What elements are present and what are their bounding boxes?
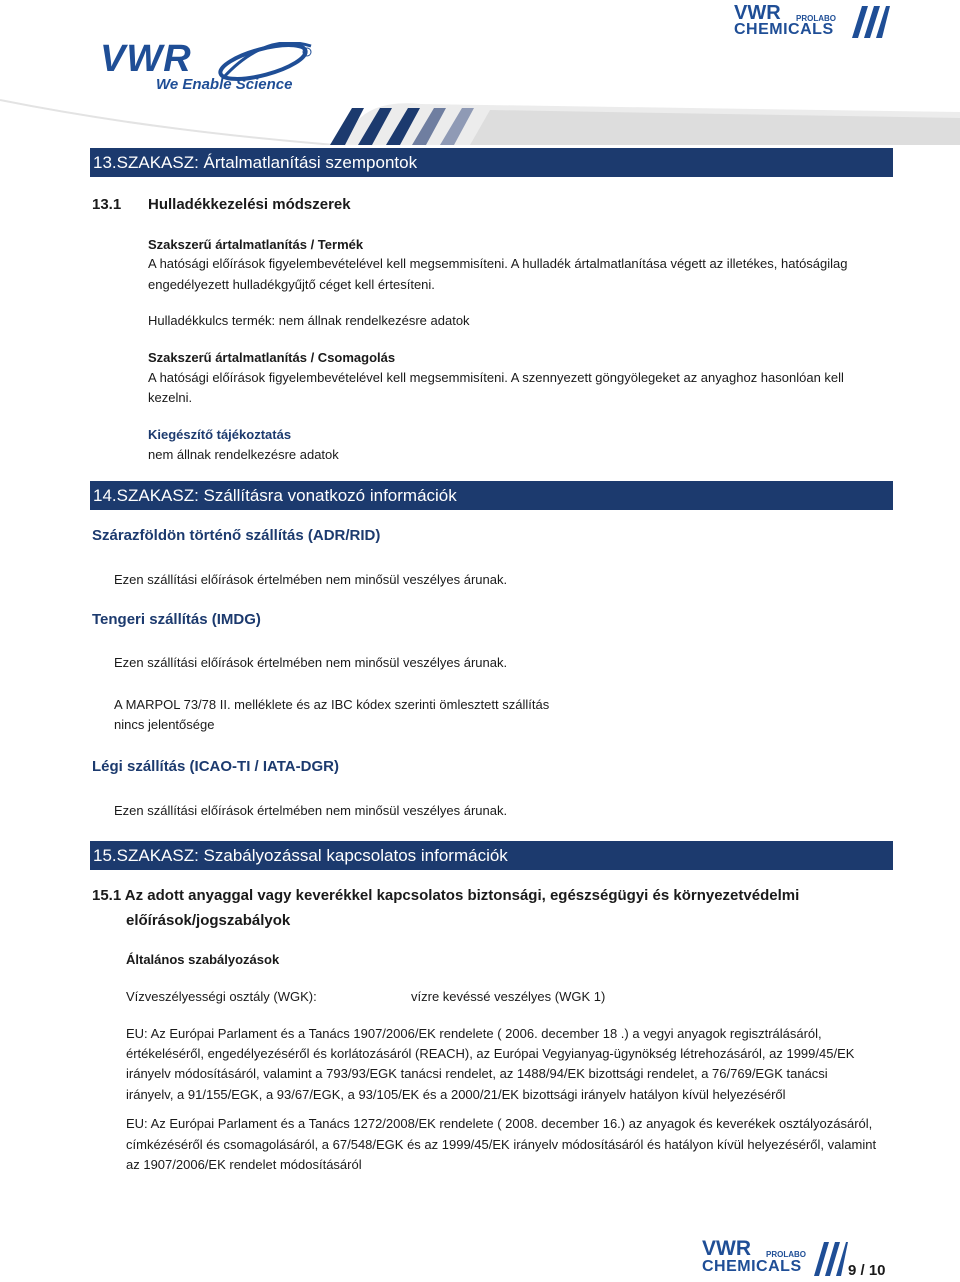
eu-regulation-1-line-3: irányelv módosításáról, valamint a 793/93/EGK tanácsi rendelet, az 1488/94/EK bizottsági rendelet, a 76/769/EGK tanácsi: [126, 1066, 828, 1081]
wgk-label: Vízveszélyességi osztály (WGK):: [126, 989, 317, 1004]
vwr-logo-tagline: We Enable Science: [156, 76, 293, 93]
packaging-disposal-line-2: kezelni.: [148, 390, 193, 405]
prolabo-badge: PROLABO: [796, 14, 836, 23]
eu-regulation-2-line-1: EU: Az Európai Parlament és a Tanács 1272/2008/EK rendelete ( 2008. december 16.) az anyagok és keverékek osztályozásáról,: [126, 1116, 873, 1131]
vwr-chemicals-wordmark: VWR: [734, 2, 781, 24]
waste-code: Hulladékkulcs termék: nem állnak rendelkezésre adatok: [148, 313, 470, 328]
eu-regulation-1-line-1: EU: Az Európai Parlament és a Tanács 1907/2006/EK rendelete ( 2006. december 18 .) a vegyi anyagok regisztrálásáról,: [126, 1026, 822, 1041]
sea-transport-text: Ezen szállítási előírások értelmében nem minősül veszélyes árunak.: [114, 655, 508, 670]
product-disposal-line-2: engedélyezett hulladékgyűjtő céget kell értesíteni.: [148, 277, 435, 292]
packaging-disposal-heading: Szakszerű ártalmatlanítás / Csomagolás: [148, 350, 396, 365]
wgk-value: vízre kevéssé veszélyes (WGK 1): [411, 989, 606, 1004]
marpol-line-2: nincs jelentősége: [114, 717, 215, 732]
sea-transport-heading: Tengeri szállítás (IMDG): [92, 611, 261, 628]
footer-logo: [700, 1237, 850, 1280]
footer-logo-wordmark: VWR: [702, 1237, 751, 1260]
air-transport-text: Ezen szállítási előírások értelmében nem minősül veszélyes árunak.: [114, 803, 508, 818]
chemicals-stripes-icon: [850, 6, 890, 38]
chemicals-text: CHEMICALS: [734, 21, 834, 38]
additional-info-text: nem állnak rendelkezésre adatok: [148, 447, 339, 462]
subsection-13-1-title: Hulladékkezelési módszerek: [148, 196, 351, 213]
section-14-title: 14.SZAKASZ: Szállításra vonatkozó információk: [90, 481, 893, 510]
eu-regulation-1-line-4: irányelv, a 91/155/EGK, a 93/67/EGK, a 93/105/EK és a 2000/21/EK bizottsági irányelv hatályon kívül helyezéséről: [126, 1087, 786, 1102]
footer-prolabo-badge: PROLABO: [766, 1250, 806, 1259]
footer-stripes-icon: [812, 1242, 848, 1276]
marpol-line-1: A MARPOL 73/78 II. melléklete és az IBC kódex szerinti ömlesztett szállítás: [114, 697, 550, 712]
eu-regulation-2-line-3: az 1907/2006/EK rendelet módosításáról: [126, 1157, 362, 1172]
eu-regulation-1-line-2: értékeléséről, engedélyezéséről és korlátozásáról (REACH), az Európai Vegyianyag-ügynökség létrehozásáról, az 1999/45/EK: [126, 1046, 855, 1061]
section-15-title: 15.SZAKASZ: Szabályozással kapcsolatos információk: [90, 841, 893, 870]
vwr-logo: [100, 38, 315, 97]
additional-info-heading: Kiegészítő tájékoztatás: [148, 427, 292, 442]
footer-chemicals-text: CHEMICALS: [702, 1258, 802, 1275]
subsection-13-1-number: 13.1: [92, 196, 122, 213]
land-transport-text: Ezen szállítási előírások értelmében nem minősül veszélyes árunak.: [114, 572, 508, 587]
vwr-chemicals-logo: [730, 4, 890, 44]
subsection-15-1-line-1: 15.1 Az adott anyaggal vagy keverékkel kapcsolatos biztonsági, egészségügyi és környezetvédelmi: [92, 887, 800, 904]
general-regulations-heading: Általános szabályozások: [126, 952, 280, 967]
section-13-title: 13.SZAKASZ: Ártalmatlanítási szempontok: [90, 148, 893, 177]
subsection-15-1-line-2: előírások/jogszabályok: [126, 912, 291, 929]
vwr-logo-wordmark: VWR: [100, 38, 192, 80]
product-disposal-heading: Szakszerű ártalmatlanítás / Termék: [148, 237, 364, 252]
eu-regulation-2-line-2: címkézéséről és csomagolásáról, a 67/548/EGK és az 1999/45/EK irányelv módosításáról és hatályon kívül helyezéséről, valamint: [126, 1137, 877, 1152]
land-transport-heading: Szárazföldön történő szállítás (ADR/RID): [92, 527, 381, 544]
product-disposal-line-1: A hatósági előírások figyelembevételével kell megsemmisíteni. A hulladék ártalmatlanítása végett az illetékes, hatóságilag: [148, 256, 848, 271]
page-number: 9 / 10: [848, 1262, 886, 1279]
air-transport-heading: Légi szállítás (ICAO-TI / IATA-DGR): [92, 758, 339, 775]
packaging-disposal-line-1: A hatósági előírások figyelembevételével kell megsemmisíteni. A szennyezett göngyölegeket az anyaghoz hasonlóan kell: [148, 370, 844, 385]
